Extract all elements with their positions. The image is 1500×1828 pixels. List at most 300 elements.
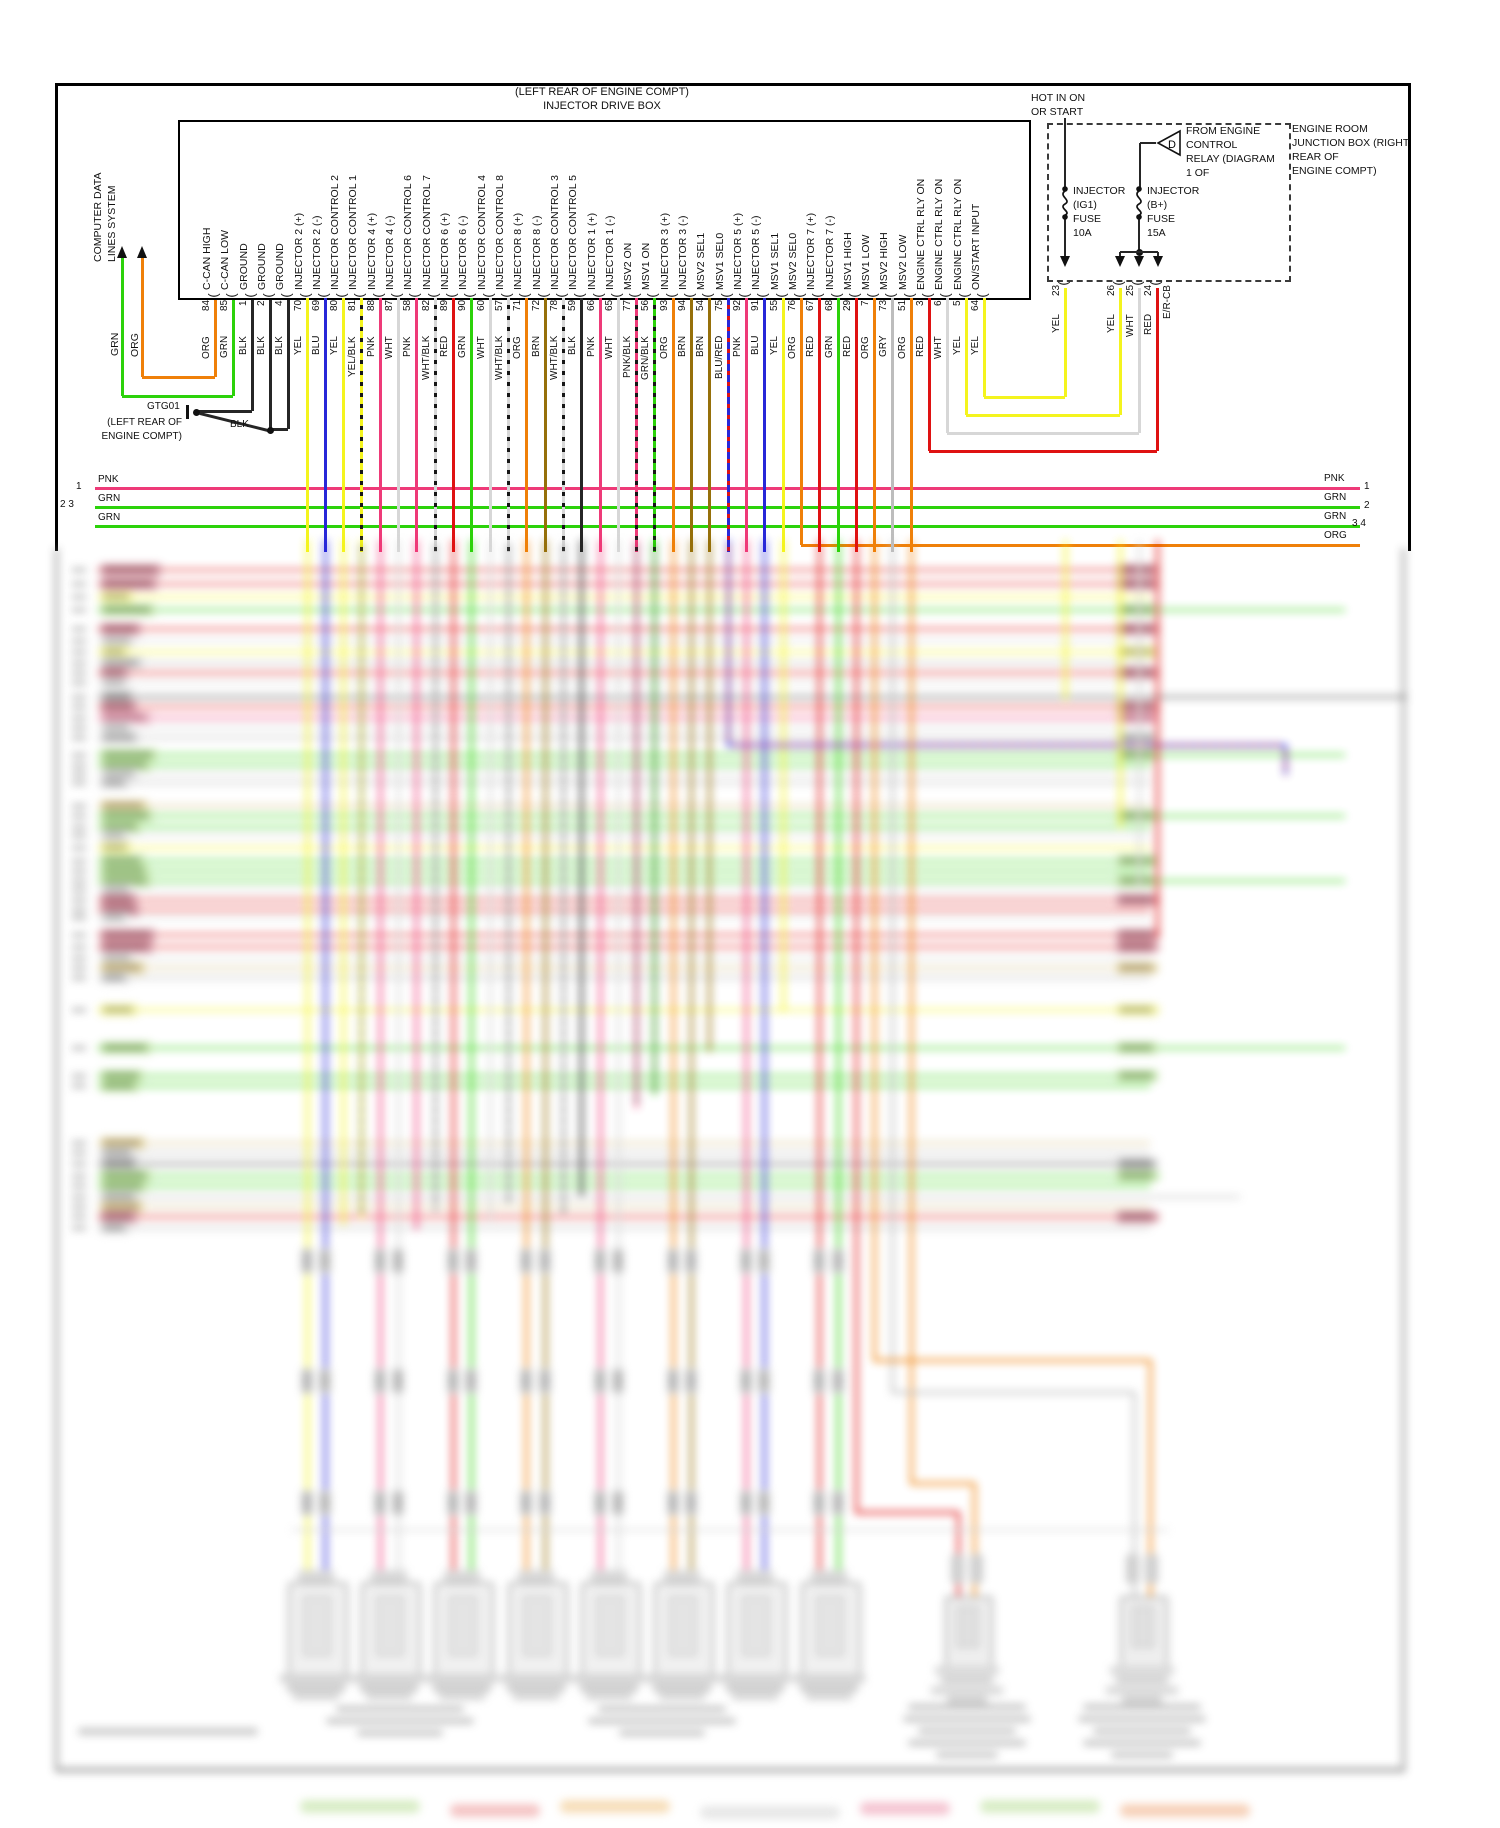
connector-bracket-icon: ( (608, 293, 624, 298)
row-margin-number-smudge (72, 1226, 86, 1230)
pin-number: 92 (732, 300, 743, 312)
computer-data-label: COMPUTER DATA (92, 172, 104, 262)
row-margin-number-smudge (72, 869, 86, 873)
pin-color-label: BLK (256, 336, 267, 355)
pin-number: 64 (970, 300, 981, 312)
injector-flange (653, 1684, 711, 1692)
injector-flange (507, 1684, 565, 1692)
row-label-text-smudge (104, 594, 128, 599)
junction-box-title: REAR OF (1292, 151, 1339, 163)
connector-bracket-icon: ( (223, 293, 239, 298)
connector-bracket-icon: ( (937, 293, 953, 298)
pin-color-label: YEL/BLK (347, 336, 358, 377)
relay-note: RELAY (DIAGRAM (1186, 153, 1275, 165)
pin-color-label: BRN (695, 336, 706, 358)
wire (452, 540, 455, 1585)
ground-id: GTG01 (147, 401, 180, 412)
row-margin-number-smudge (72, 1205, 86, 1209)
row-margin-number-smudge (72, 681, 86, 685)
pin-number: 56 (640, 300, 651, 312)
pin-color-label: PNK/BLK (622, 336, 633, 379)
junction-box-title: JUNCTION BOX (RIGHT (1292, 137, 1410, 149)
pin-number: 93 (659, 300, 670, 312)
sensor-flange (931, 1686, 1003, 1695)
inline-connector-core (835, 1372, 841, 1390)
pin-number: 72 (531, 300, 542, 312)
row-margin-number-smudge (72, 976, 86, 980)
row-wire (97, 957, 1150, 960)
hot-in-on-label: HOT IN ON (1031, 92, 1086, 104)
inline-connector-core (670, 1372, 676, 1390)
pin-number: 80 (329, 300, 340, 312)
pin-function-label: MSV1 SEL0 (714, 232, 726, 290)
row-margin-number-smudge (72, 582, 86, 586)
wire (525, 540, 528, 1585)
sensor-flange (947, 1696, 987, 1704)
pin-function-label: MSV2 SEL0 (787, 232, 799, 290)
row-label-text-smudge (104, 845, 126, 850)
row-margin-number-smudge (72, 1084, 86, 1088)
pin-number: 4 (274, 300, 285, 306)
bottom-color-smudge (300, 1800, 420, 1813)
pin-number: 25 (1125, 285, 1136, 297)
connector-bracket-icon: ( (919, 293, 935, 298)
wire (599, 540, 602, 1585)
row-label-text-smudge (104, 715, 146, 720)
diagram-border-blur (1402, 548, 1405, 1772)
wire (727, 540, 730, 746)
wire (873, 540, 876, 1361)
wire (745, 540, 748, 1585)
row-wire (97, 967, 1150, 970)
inline-connector-core (542, 1494, 548, 1512)
wire (1156, 540, 1159, 938)
row-label-text-smudge (104, 833, 124, 838)
row-wire (97, 1175, 1160, 1178)
connector-label-smudge (357, 1730, 443, 1736)
row-label-text-smudge (104, 878, 146, 883)
connector-bracket-icon: ( (406, 293, 422, 298)
row-label-text-smudge (104, 1161, 134, 1166)
row-label-text-smudge (104, 694, 130, 699)
row-margin-number-smudge (72, 608, 86, 612)
row-label-text-smudge (104, 567, 156, 572)
injector-flange (806, 1693, 852, 1700)
wire (728, 744, 1285, 747)
row-label-text-smudge (104, 771, 134, 776)
pin-function-label: INJECTOR 1 (+) (586, 212, 598, 290)
injector-flange (426, 1674, 498, 1683)
connector-bracket-icon: ( (590, 293, 606, 298)
connector-bracket-icon: ( (388, 293, 404, 298)
connector-label-smudge (326, 1718, 474, 1724)
pin-color-label: YEL (952, 336, 963, 355)
row-label-text-smudge (104, 1225, 124, 1230)
row-label-text-smudge (104, 1007, 132, 1012)
pin-color-label: PNK (402, 336, 413, 357)
pin-number: 1 (238, 300, 249, 306)
inline-connector-core (688, 1252, 694, 1270)
row-margin-number-smudge (72, 661, 86, 665)
pin-number: 75 (714, 300, 725, 312)
injector-flange (793, 1674, 865, 1683)
connector-bracket-icon: ( (297, 293, 313, 298)
wire (653, 540, 656, 1095)
inline-connector-core (816, 1372, 822, 1390)
row-right-text-smudge (1120, 752, 1152, 757)
row-margin-number-smudge (72, 772, 86, 776)
connector-label-smudge (1078, 1716, 1206, 1722)
inline-connector-core (377, 1494, 383, 1512)
pin-function-label: INJECTOR 5 (+) (732, 212, 744, 290)
row-right-text-smudge (1120, 897, 1152, 902)
row-label-text-smudge (104, 725, 128, 730)
pin-function-label: INJECTOR CONTROL 6 (402, 175, 414, 290)
row-wire (97, 696, 1407, 699)
row-label-text-smudge (104, 670, 124, 675)
connector-label-smudge (619, 1730, 705, 1736)
connector-bracket-icon: ( (278, 293, 294, 298)
row-right-text-smudge (1120, 932, 1152, 937)
row-margin-number-smudge (72, 1215, 86, 1219)
connector-bracket-icon: ( (1055, 281, 1071, 286)
pin-color-label: WHT (384, 336, 395, 359)
row-margin-number-smudge (72, 627, 86, 631)
injector-flange (280, 1674, 352, 1683)
inline-connector-core (377, 1252, 383, 1270)
injector-flange (659, 1693, 705, 1700)
connector-bracket-icon: ( (480, 293, 496, 298)
inline-connector-core (688, 1372, 694, 1390)
wire (874, 1359, 1150, 1362)
row-margin-number-smudge (72, 1046, 86, 1050)
pin-number: 84 (201, 300, 212, 312)
connector-label-smudge (918, 1728, 1016, 1734)
pin-color-label: YEL (1051, 314, 1062, 333)
connector-bracket-icon: ( (882, 293, 898, 298)
bus-left-num: 1 (76, 481, 82, 492)
fuse-sub: (B+) (1147, 199, 1168, 211)
pin-function-label: INJECTOR 8 (-) (531, 215, 543, 290)
pin-number: 87 (384, 300, 395, 312)
pin-color-label: RED (915, 336, 926, 358)
connector-label-smudge (598, 1706, 726, 1712)
row-right-text-smudge (1120, 1073, 1152, 1078)
connector-bracket-icon: ( (315, 293, 331, 298)
inline-connector-core (615, 1494, 621, 1512)
connector-bracket-icon: ( (754, 293, 770, 298)
row-right-text-smudge (1120, 1214, 1152, 1219)
fuse-name: INJECTOR (1147, 185, 1200, 197)
pin-function-label: GROUND (256, 243, 268, 290)
row-wire (97, 727, 1150, 730)
bus-right-label: PNK (1324, 473, 1345, 484)
injector-body-inner (303, 1596, 331, 1656)
connector-bracket-icon: ( (571, 293, 587, 298)
pin-number: 91 (750, 300, 761, 312)
pin-color-label: BRN (531, 336, 542, 358)
row-wire (97, 1142, 1150, 1145)
inline-connector-core (523, 1372, 529, 1390)
inline-connector-core (468, 1494, 474, 1512)
row-label-text-smudge (104, 660, 138, 665)
row-wire (97, 640, 1150, 643)
pin-function-label: INJECTOR 6 (-) (457, 215, 469, 290)
injector-flange (719, 1674, 791, 1683)
pin-number: 73 (878, 300, 889, 312)
pin-number: 55 (769, 300, 780, 312)
inline-connector-core (743, 1494, 749, 1512)
row-wire (97, 706, 1160, 709)
connector-label-smudge (588, 1718, 736, 1724)
bus-right-label: ORG (1324, 530, 1347, 541)
pin-color-label: ORG (512, 336, 523, 359)
fuse-word: FUSE (1147, 213, 1176, 225)
breaker-circuit-label: E/R-CB (1162, 285, 1173, 319)
pin-color-label: YEL (329, 336, 340, 355)
bus-left-num: 2 3 (60, 499, 74, 510)
wire (911, 1482, 974, 1485)
inline-connector-core (377, 1372, 383, 1390)
pin-color-label: WHT/BLK (494, 336, 505, 381)
inline-connector-core (450, 1252, 456, 1270)
pin-function-label: INJECTOR CONTROL 5 (567, 175, 579, 290)
pin-color-label: ORG (201, 336, 212, 359)
pin-function-label: MSV2 LOW (897, 234, 909, 290)
connector-bracket-icon: ( (828, 293, 844, 298)
wire (434, 540, 437, 1210)
row-wire (97, 764, 1150, 767)
row-label-text-smudge (104, 932, 150, 937)
pin-color-label: BLU (750, 336, 761, 356)
bus-right-num: 1 (1364, 481, 1370, 492)
pin-color-label: RED (439, 336, 450, 358)
relay-note: CONTROL (1186, 139, 1238, 151)
inline-connector-core (835, 1494, 841, 1512)
wire (690, 540, 693, 1585)
junction-box-title: ENGINE ROOM (1292, 123, 1368, 135)
row-right-text-smudge (1120, 704, 1152, 709)
row-wire (97, 1185, 1150, 1188)
row-right-text-smudge (1120, 649, 1152, 654)
row-wire (97, 946, 1160, 949)
row-label-text-smudge (104, 813, 148, 818)
pin-function-label: INJECTOR 2 (-) (311, 215, 323, 290)
row-margin-number-smudge (72, 736, 86, 740)
pin-function-label: GROUND (238, 243, 250, 290)
row-margin-number-smudge (72, 945, 86, 949)
inline-connector-core (468, 1252, 474, 1270)
wire (635, 540, 638, 1108)
connector-label-smudge (1093, 1728, 1191, 1734)
connector-bracket-icon: ( (626, 293, 642, 298)
row-right-text-smudge (1120, 1173, 1152, 1178)
wire (910, 540, 913, 1484)
bus-right-num: 2 (1364, 500, 1370, 511)
wire (891, 540, 894, 1393)
diagram-border-blur (55, 548, 58, 1772)
injector-flange (646, 1674, 718, 1683)
connector-bracket-icon: ( (1129, 281, 1145, 286)
row-label-text-smudge (104, 1083, 134, 1088)
sensor-body-inner (1132, 1606, 1154, 1648)
row-margin-number-smudge (72, 753, 86, 757)
row-label-text-smudge (104, 649, 124, 654)
row-wire (97, 737, 1150, 740)
row-margin-number-smudge (72, 814, 86, 818)
inline-connector-core (395, 1494, 401, 1512)
sensor-flange (1122, 1696, 1162, 1704)
row-wire (97, 628, 1160, 631)
wire (415, 540, 418, 1230)
wire (782, 540, 785, 1012)
injector-flange (732, 1693, 778, 1700)
pin-number: 24 (1143, 285, 1154, 297)
row-margin-number-smudge (72, 1008, 86, 1012)
row-label-text-smudge (104, 944, 148, 949)
wire (470, 540, 473, 1585)
inline-connector-core (761, 1372, 767, 1390)
row-margin-number-smudge (72, 671, 86, 675)
row-margin-number-smudge (72, 695, 86, 699)
wire (379, 540, 382, 1585)
row-label-text-smudge (104, 1150, 130, 1155)
injector-flange (293, 1693, 339, 1700)
wire (1064, 540, 1067, 700)
pin-function-label: INJECTOR CONTROL 8 (494, 175, 506, 290)
row-right-text-smudge (1120, 1045, 1152, 1050)
pin-number: 85 (219, 300, 230, 312)
inline-connector-core (322, 1372, 328, 1390)
injector-body-inner (669, 1596, 697, 1656)
pin-function-label: INJECTOR CONTROL 1 (347, 175, 359, 290)
sensor-flange (1106, 1686, 1178, 1695)
pin-color-label: GRY (878, 336, 889, 358)
row-label-text-smudge (104, 607, 150, 612)
row-wire (97, 1196, 1240, 1199)
row-right-text-smudge (1120, 626, 1152, 631)
inline-connector-core (597, 1252, 603, 1270)
pin-color-label: ORG (897, 336, 908, 359)
row-wire (97, 847, 1150, 850)
row-label-text-smudge (104, 897, 132, 902)
inline-connector-core (304, 1372, 310, 1390)
row-margin-number-smudge (72, 1074, 86, 1078)
pin-number: 94 (677, 300, 688, 312)
row-wire (97, 682, 1150, 685)
wire (1119, 540, 1122, 828)
connector-bracket-icon: ( (1147, 281, 1163, 286)
pin-color-label: RED (1143, 314, 1154, 336)
inline-connector-core (688, 1494, 694, 1512)
row-wire (97, 782, 1150, 785)
computer-data-label: LINES SYSTEM (106, 185, 118, 262)
row-wire (97, 672, 1160, 675)
inline-connector-core (761, 1494, 767, 1512)
row-label-text-smudge (104, 915, 124, 920)
wire (507, 540, 510, 1205)
pin-function-label: ENGINE CTRL RLY ON (915, 178, 927, 290)
row-right-text-smudge (1120, 965, 1152, 970)
pin-number: 59 (567, 300, 578, 312)
pin-number: 2 (256, 300, 267, 306)
row-wire (97, 662, 1150, 665)
pin-function-label: MSV1 HIGH (842, 232, 854, 290)
pin-color-label: BLK (567, 336, 578, 355)
pin-number: 81 (347, 300, 358, 312)
pin-color-label: GRN/BLK (640, 336, 651, 380)
row-margin-number-smudge (72, 763, 86, 767)
pin-color-label: BRN (677, 336, 688, 358)
connector-bracket-icon: ( (663, 293, 679, 298)
row-margin-number-smudge (72, 804, 86, 808)
injector-flange (573, 1674, 645, 1683)
pin-color-label: RED (805, 336, 816, 358)
row-wire (97, 870, 1150, 873)
wire-color-label: ORG (129, 333, 141, 357)
connector-label-smudge (336, 1706, 464, 1712)
connector-bracket-icon: ( (516, 293, 532, 298)
connector-bracket-icon: ( (901, 293, 917, 298)
row-margin-number-smudge (72, 956, 86, 960)
pin-color-label: YEL (769, 336, 780, 355)
row-margin-number-smudge (72, 834, 86, 838)
wire (892, 1391, 1134, 1394)
injector-body-inner (596, 1596, 624, 1656)
injector-flange (353, 1674, 425, 1683)
connector-bracket-icon: ( (1110, 281, 1126, 286)
relay-symbol: D (1168, 139, 1176, 151)
connector-bracket-icon: ( (699, 293, 715, 298)
pin-color-label: GRN (824, 336, 835, 359)
row-wire (97, 1227, 1150, 1230)
row-right-text-smudge (1120, 670, 1152, 675)
sensor-wire-blob (1126, 1554, 1139, 1584)
pin-function-label: INJECTOR 1 (-) (604, 215, 616, 290)
sensor-flange (1116, 1676, 1168, 1684)
injector-flange (580, 1684, 638, 1692)
bus-right-label: GRN (1324, 492, 1347, 503)
inline-connector-core (743, 1252, 749, 1270)
pin-function-label: MSV2 ON (622, 242, 634, 290)
connector-bracket-icon: ( (333, 293, 349, 298)
fuse-amps: 10A (1073, 227, 1092, 239)
pin-number: 89 (439, 300, 450, 312)
row-label-text-smudge (104, 752, 152, 757)
inline-connector-core (395, 1372, 401, 1390)
injector-flange (360, 1684, 418, 1692)
pin-number: 90 (457, 300, 468, 312)
row-margin-number-smudge (72, 1184, 86, 1188)
pin-function-label: MSV2 SEL1 (695, 232, 707, 290)
row-margin-number-smudge (72, 933, 86, 937)
row-label-text-smudge (104, 1194, 134, 1199)
pin-function-label: ON/START INPUT (970, 203, 982, 290)
connector-bracket-icon: ( (553, 293, 569, 298)
connector-bracket-icon: ( (425, 293, 441, 298)
sensor-wire-blob (1145, 1554, 1158, 1584)
row-label-text-smudge (104, 824, 136, 829)
pin-number: 70 (293, 300, 304, 312)
row-margin-number-smudge (72, 966, 86, 970)
row-wire (97, 899, 1160, 902)
hot-in-on-label: OR START (1031, 106, 1084, 118)
row-wire (97, 596, 1150, 599)
pin-number: 78 (549, 300, 560, 312)
ground-wire-label: BLK (230, 419, 249, 430)
corner-note-smudge (78, 1728, 258, 1735)
bottom-color-smudge (560, 1800, 670, 1813)
